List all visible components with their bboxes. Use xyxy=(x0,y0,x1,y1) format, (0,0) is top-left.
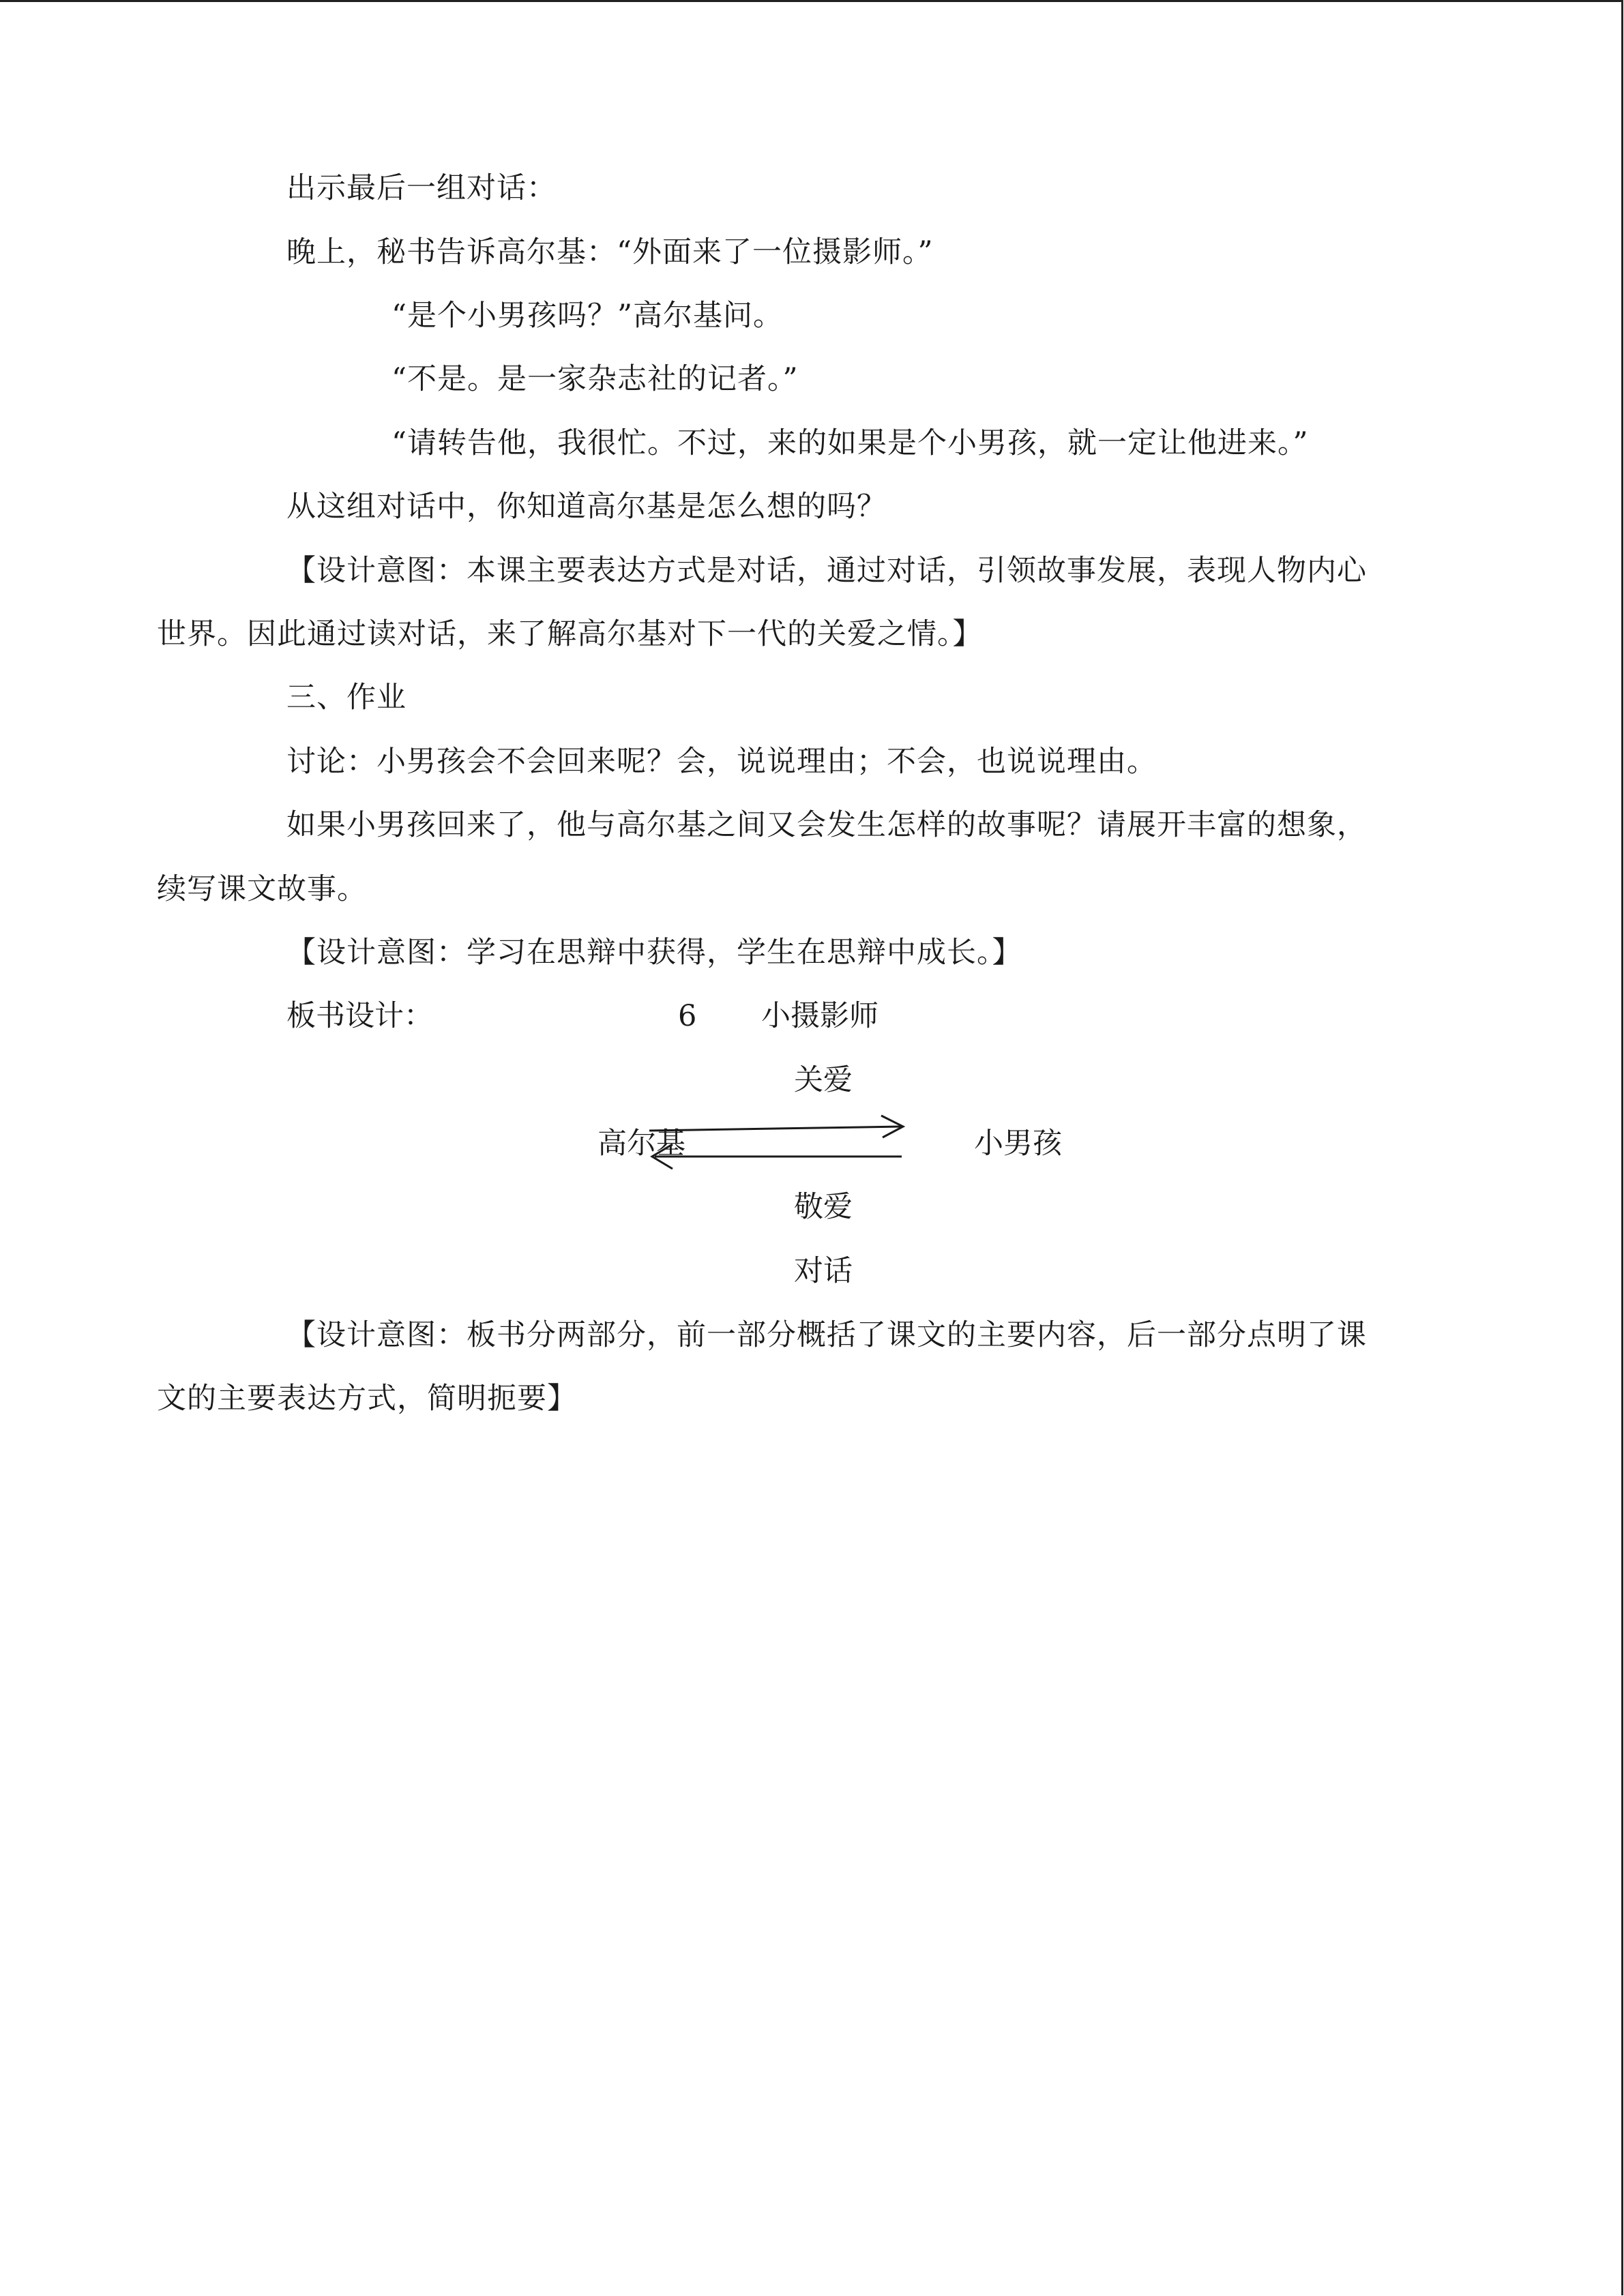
text-line-7: 【设计意图：本课主要表达方式是对话，通过对话，引领故事发展，表现人物内心 xyxy=(286,554,1367,588)
text-line-4: “不是。是一家杂志社的记者。” xyxy=(392,362,799,396)
text-line-13: 【设计意图：学习在思辩中获得，学生在思辩中成长。】 xyxy=(286,936,1022,970)
text-line-8: 世界。因此通过读对话，来了解高尔基对下一代的关爱之情。】 xyxy=(157,617,983,651)
text-line-5: “请转告他，我很忙。不过，来的如果是个小男孩，就一定让他进来。” xyxy=(392,426,1309,460)
board-right-name: 小男孩 xyxy=(974,1127,1062,1161)
lesson-title: 小摄影师 xyxy=(761,999,879,1033)
closing-line-2: 文的主要表达方式，简明扼要】 xyxy=(157,1382,577,1416)
text-line-2: 晚上，秘书告诉高尔基：“外面来了一位摄影师。” xyxy=(286,235,934,269)
text-line-6: 从这组对话中，你知道高尔基是怎么想的吗？ xyxy=(286,490,887,524)
text-line-1: 出示最后一组对话： xyxy=(286,171,557,205)
closing-line-1: 【设计意图：板书分两部分，前一部分概括了课文的主要内容，后一部分点明了课 xyxy=(286,1318,1367,1352)
arrow-left xyxy=(652,1144,902,1169)
lesson-number: 6 xyxy=(678,999,697,1033)
section-heading: 三、作业 xyxy=(286,681,407,715)
text-line-10: 讨论：小男孩会不会回来呢？会，说说理由；不会，也说说理由。 xyxy=(286,745,1157,779)
board-label: 板书设计： xyxy=(286,999,433,1033)
board-left-name: 高尔基 xyxy=(597,1127,685,1161)
board-arrows xyxy=(634,1105,921,1180)
arrow-right xyxy=(649,1116,903,1137)
text-line-11: 如果小男孩回来了，他与高尔基之间又会发生怎样的故事呢？请展开丰富的想象， xyxy=(286,808,1367,842)
board-method: 对话 xyxy=(794,1254,853,1288)
board-bottom-word: 敬爱 xyxy=(794,1190,853,1224)
text-line-12: 续写课文故事。 xyxy=(157,872,367,906)
text-line-3: “是个小男孩吗？”高尔基问。 xyxy=(392,299,783,333)
board-top-word: 关爱 xyxy=(794,1063,853,1097)
